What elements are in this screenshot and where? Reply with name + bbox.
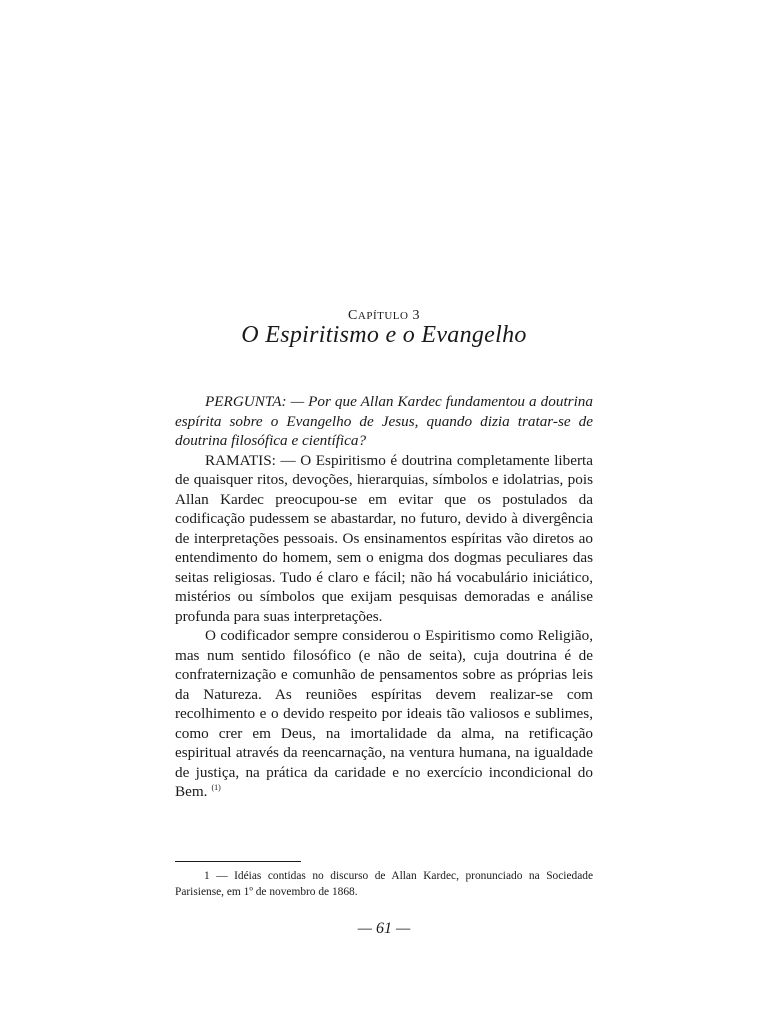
footnote: 1 — Idéias contidas no discurso de Allan Kardec, pronunciado na Sociedade Parisiense, em 1º de novembro de 1868. [175, 870, 593, 898]
chapter-label-rest: APÍTULO [357, 310, 409, 322]
page-number: — 61 — [357, 920, 411, 937]
footnote-reference[interactable]: (1) [211, 782, 221, 792]
chapter-number: 3 [412, 308, 420, 323]
question-text: — Por que Allan Kardec fundamentou a doutrina espírita sobre o Evangelho de Jesus, quando dizia tratar-se de doutrina filosófica e científica? [175, 393, 593, 449]
chapter-label-initial: C [348, 308, 358, 323]
answer-paragraph-1 [175, 451, 593, 627]
answer-text-2: O codificador sempre considerou o Espiritismo como Religião, mas num sentido filosófico (e não de seita), cuja doutrina é de confraternização e comunhão de pensamentos sobre as próprias leis da Natureza. As reuniões espíritas devem realizar-se com recolhimento e o devido respeito por ideais tão valiosos e sublimes, como crer em Deus, na imortalidade da alma, na retificação espiritual através da reencarnação, na ventura humana, na igualdade de justiça, na prática da caridade e no exercício incondicional do Bem. [175, 627, 593, 800]
question-speaker: PERGUNTA: [205, 393, 287, 410]
body-text [175, 392, 593, 802]
answer-text-1: — O Espiritismo é doutrina completamente liberta de quaisquer ritos, devoções, hierarquias, símbolos e idolatrias, pois Allan Kardec preocupou-se em evitar que os postulados da codificação pudessem se abastardar, no futuro, devido à divergência de interpretações pessoais. Os ensinamentos espíritas vão diretos ao entendimento do homem, sem o enigma dos dogmas peculiares das seitas religiosas. Tudo é claro e fácil; não há vocabulário iniciático, mistérios ou símbolos que exijam pesquisas demoradas e análise profunda para suas interpretações. [175, 451, 594, 625]
footnote-divider [175, 861, 301, 862]
answer-paragraph-2 [175, 626, 593, 802]
answer-speaker: RAMATIS: [205, 451, 276, 469]
question-paragraph [175, 392, 593, 451]
chapter-title: O Espiritismo e o Evangelho [241, 322, 527, 348]
